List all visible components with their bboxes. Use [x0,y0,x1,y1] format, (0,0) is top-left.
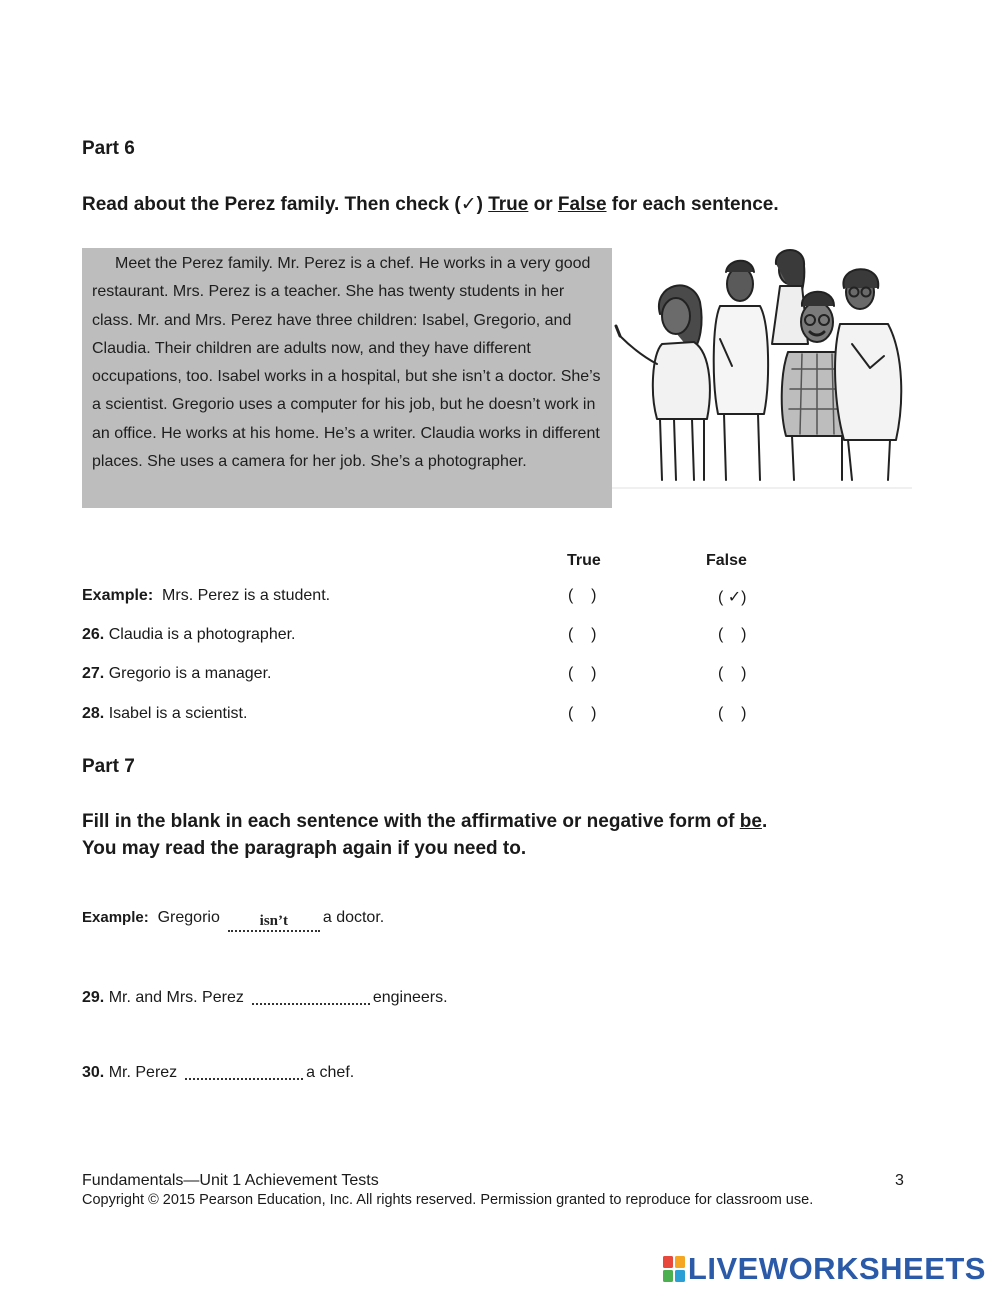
question-text [82,705,247,723]
fill-row [82,1060,354,1086]
part6-title: Part 6 [82,138,135,159]
example-true-box: ( ) [568,587,597,604]
part7-title: Part 7 [82,756,135,777]
fill-blank-input[interactable] [252,985,370,1005]
fill-example-label: Example: [82,909,149,926]
question-number: 26. [82,626,105,643]
reading-passage [82,248,612,508]
question-row [82,705,782,729]
false-checkbox[interactable]: ( ) [718,665,747,682]
question-row [82,626,782,650]
column-false: False [706,552,747,569]
example-row [82,587,782,611]
part6-instruction [82,191,882,218]
checkmark-icon: ✓ [460,194,477,215]
fill-example-answer: isn’t [228,912,320,932]
question-statement: Claudia is a photographer. [108,626,296,643]
instruction-mid: ) [476,194,489,215]
instruction-or: or [528,194,558,215]
fill-example-after: a doctor. [322,909,385,926]
question-statement: Gregorio is a manager. [108,665,272,682]
fill-after: engineers. [372,989,448,1006]
question-text [82,665,271,683]
true-word: True [488,194,529,215]
instruction-period: . [761,811,768,832]
family-illustration [612,244,912,490]
false-checkbox[interactable]: ( ) [718,626,747,643]
instruction-text: Fill in the blank in each sentence with the affirmative or negative form of [82,811,740,832]
question-row [82,665,782,689]
instruction-post: for each sentence. [606,194,779,215]
fill-example-before: Gregorio [157,909,220,926]
question-number: 27. [82,665,105,682]
part7-instruction-line2: You may read the paragraph again if you need to. [82,838,527,859]
fill-blank-input[interactable] [185,1060,303,1080]
fill-example-row [82,909,384,935]
logo-text: LIVEWORKSHEETS [687,1251,986,1286]
false-checkbox[interactable]: ( ) [718,705,747,722]
instruction-pre: Read about the Perez family. Then check ( [82,194,461,215]
question-statement: Isabel is a scientist. [108,705,248,722]
false-word: False [557,194,607,215]
column-true: True [567,552,601,569]
page-number: 3 [895,1172,904,1189]
part7-instruction [82,808,902,862]
question-text [82,626,296,644]
reading-text: Meet the Perez family. Mr. Perez is a chef. He works in a very good restaurant. Mrs. Perez is a teacher. She has twenty students in her class. Mr. and Mrs. Perez have three children: Isabel, Gregorio, and Claudia. Their children are adults now, and they have different occupations, too. Isabel works in a hospital, but she isn’t a doctor. She’s a scientist. Gregorio uses a computer for his job, but he doesn’t work in an office. He works at his home. He’s a writer. Claudia works in different places. She uses a camera for her job. She’s a photographer. [92,255,601,471]
true-checkbox[interactable]: ( ) [568,665,597,682]
footer-title: Fundamentals—Unit 1 Achievement Tests [82,1172,379,1189]
example-text: Mrs. Perez is a student. [162,587,331,604]
family-illustration-svg [612,244,912,490]
example-label: Example: [82,587,154,604]
true-checkbox[interactable]: ( ) [568,626,597,643]
liveworksheets-logo [663,1252,986,1286]
fill-after: a chef. [306,1064,355,1081]
example-false-box: ( ✓) [718,589,747,606]
logo-tiles-icon [663,1256,685,1282]
part7-instruction-line1 [82,808,902,835]
fill-before: Mr. Perez [108,1064,178,1081]
question-number: 28. [82,705,105,722]
fill-row [82,985,448,1011]
copyright: Copyright © 2015 Pearson Education, Inc. All rights reserved. Permission granted to reproduce for classroom use. [82,1192,814,1208]
example-question [82,587,330,605]
fill-number: 30. [82,1064,105,1081]
true-checkbox[interactable]: ( ) [568,705,597,722]
fill-number: 29. [82,989,105,1006]
fill-before: Mr. and Mrs. Perez [108,989,244,1006]
be-word: be [739,811,762,832]
